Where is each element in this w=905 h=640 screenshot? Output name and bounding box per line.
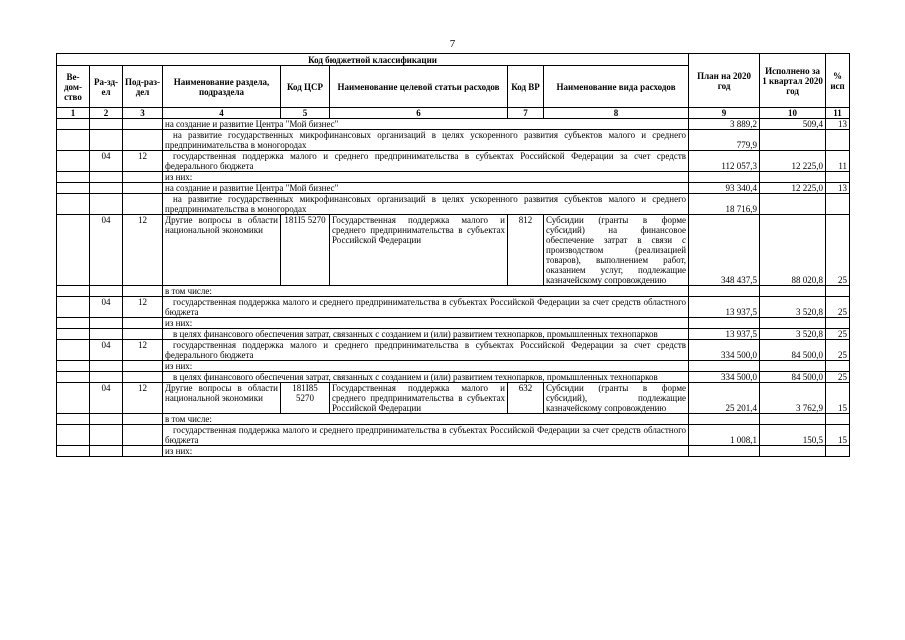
col-name: Наименование раздела, подраздела [163, 66, 281, 108]
cell-pct: 25 [826, 215, 850, 286]
cell-razd [90, 130, 123, 151]
cell-razd: 04 [90, 297, 123, 318]
cell-podr [123, 372, 163, 383]
cell-ved [57, 446, 90, 457]
table-row [57, 372, 850, 383]
col-csr: Код ЦСР [281, 66, 330, 108]
cell-plan [689, 318, 760, 329]
cell-razd [90, 172, 123, 183]
cell-kind: Субсидии (гранты в форме субсидий), подлежащие казначейскому сопровождению [544, 383, 689, 414]
cell-name: Другие вопросы в области национальной экономики [163, 215, 281, 286]
cell-podr: 12 [123, 297, 163, 318]
cell-done: 150,5 [760, 425, 826, 446]
table-row [57, 297, 850, 318]
cell-razd [90, 318, 123, 329]
column-number: 8 [544, 108, 689, 119]
column-number: 7 [508, 108, 544, 119]
cell-done: 84 500,0 [760, 372, 826, 383]
table-row [57, 151, 850, 172]
col-podr: Под-раз-дел [123, 66, 163, 108]
cell-podr: 12 [123, 215, 163, 286]
cell-description: государственная поддержка малого и среднего предпринимательства в субъектах Российской Федерации за счет средств федерального бюджета [163, 151, 689, 172]
cell-podr [123, 119, 163, 130]
cell-pct: 25 [826, 372, 850, 383]
cell-plan [689, 414, 760, 425]
table-row [57, 361, 850, 372]
cell-ved [57, 361, 90, 372]
column-number: 10 [760, 108, 826, 119]
cell-done [760, 194, 826, 215]
cell-pct: 25 [826, 340, 850, 361]
cell-done [760, 172, 826, 183]
table-row [57, 286, 850, 297]
cell-plan: 3 889,2 [689, 119, 760, 130]
cell-description: в целях финансового обеспечения затрат, связанных с созданием и (или) развитием технопарков, промышленных технопарков [163, 329, 689, 340]
cell-podr [123, 446, 163, 457]
column-number: 1 [57, 108, 90, 119]
cell-description: на развитие государственных микрофинансовых организаций в целях ускоренного развития субъектов малого и среднего предпринимательства в моногородах [163, 130, 689, 151]
cell-pct: 15 [826, 383, 850, 414]
cell-razd [90, 119, 123, 130]
cell-plan [689, 172, 760, 183]
cell-razd [90, 414, 123, 425]
cell-ved [57, 340, 90, 361]
cell-description: на создание и развитие Центра "Мой бизнес" [163, 119, 689, 130]
cell-plan: 25 201,4 [689, 383, 760, 414]
cell-vr: 812 [508, 215, 544, 286]
cell-plan: 348 437,5 [689, 215, 760, 286]
table-body [57, 119, 850, 457]
col-plan: План на 2020 год [689, 54, 760, 108]
table-row [57, 172, 850, 183]
cell-plan: 93 340,4 [689, 183, 760, 194]
cell-pct: 15 [826, 425, 850, 446]
cell-podr [123, 194, 163, 215]
cell-plan: 334 500,0 [689, 372, 760, 383]
cell-ved [57, 172, 90, 183]
cell-done [760, 446, 826, 457]
table-row [57, 340, 850, 361]
cell-ved [57, 119, 90, 130]
cell-podr [123, 425, 163, 446]
cell-plan: 112 057,3 [689, 151, 760, 172]
column-number: 5 [281, 108, 330, 119]
cell-done [760, 361, 826, 372]
table-row [57, 318, 850, 329]
cell-description: на создание и развитие Центра "Мой бизнес" [163, 183, 689, 194]
cell-razd [90, 286, 123, 297]
column-number: 3 [123, 108, 163, 119]
cell-razd [90, 194, 123, 215]
column-numbers-row [57, 108, 850, 119]
table-row [57, 383, 850, 414]
cell-ved [57, 425, 90, 446]
cell-ved [57, 297, 90, 318]
cell-done: 3 762,9 [760, 383, 826, 414]
group-header: Код бюджетной классификации [57, 54, 689, 66]
cell-razd: 04 [90, 151, 123, 172]
cell-target: Государственная поддержка малого и среднего предпринимательства в субъектах Российской Федерации [330, 215, 508, 286]
cell-razd [90, 372, 123, 383]
cell-done [760, 318, 826, 329]
column-number: 4 [163, 108, 281, 119]
cell-done: 84 500,0 [760, 340, 826, 361]
cell-done [760, 286, 826, 297]
cell-pct: 11 [826, 151, 850, 172]
cell-ved [57, 286, 90, 297]
table-row [57, 414, 850, 425]
cell-podr: 12 [123, 383, 163, 414]
cell-description: в целях финансового обеспечения затрат, связанных с созданием и (или) развитием технопарков, промышленных технопарков [163, 372, 689, 383]
cell-razd [90, 329, 123, 340]
cell-plan: 13 937,5 [689, 329, 760, 340]
cell-pct [826, 318, 850, 329]
column-number: 11 [826, 108, 850, 119]
table-row [57, 194, 850, 215]
table-row [57, 130, 850, 151]
page-number: 7 [449, 38, 456, 50]
cell-podr [123, 130, 163, 151]
cell-ved [57, 414, 90, 425]
cell-podr [123, 183, 163, 194]
cell-plan: 779,9 [689, 130, 760, 151]
cell-description: государственная поддержка малого и среднего предпринимательства в субъектах Российской Федерации за счет средств федерального бюджета [163, 340, 689, 361]
column-number: 9 [689, 108, 760, 119]
budget-table [56, 53, 850, 457]
cell-plan: 13 937,5 [689, 297, 760, 318]
cell-plan: 18 716,9 [689, 194, 760, 215]
cell-vr: 632 [508, 383, 544, 414]
cell-done: 88 020,8 [760, 215, 826, 286]
cell-razd [90, 361, 123, 372]
cell-ved [57, 130, 90, 151]
table-row [57, 183, 850, 194]
cell-podr: 12 [123, 151, 163, 172]
cell-razd [90, 425, 123, 446]
cell-pct [826, 414, 850, 425]
cell-ved [57, 383, 90, 414]
cell-ved [57, 194, 90, 215]
cell-podr: 12 [123, 340, 163, 361]
cell-done: 12 225,0 [760, 151, 826, 172]
cell-csr: 181I5 5270 [281, 215, 330, 286]
col-target: Наименование целевой статьи расходов [330, 66, 508, 108]
cell-description: на развитие государственных микрофинансовых организаций в целях ускоренного развития субъектов малого и среднего предпринимательства в моногородах [163, 194, 689, 215]
cell-ved [57, 151, 90, 172]
cell-pct [826, 446, 850, 457]
cell-pct: 13 [826, 183, 850, 194]
column-number: 2 [90, 108, 123, 119]
cell-pct [826, 194, 850, 215]
cell-pct: 13 [826, 119, 850, 130]
table-row [57, 119, 850, 130]
cell-podr [123, 329, 163, 340]
cell-description: из них: [163, 172, 689, 183]
cell-description: в том числе: [163, 286, 689, 297]
cell-ved [57, 215, 90, 286]
cell-podr [123, 318, 163, 329]
cell-ved [57, 318, 90, 329]
cell-pct [826, 286, 850, 297]
cell-plan [689, 361, 760, 372]
column-number: 6 [330, 108, 508, 119]
cell-target: Государственная поддержка малого и среднего предпринимательства в субъектах Российской Федерации [330, 383, 508, 414]
col-kind: Наименование вида расходов [544, 66, 689, 108]
cell-kind: Субсидии (гранты в форме субсидий) на финансовое обеспечение затрат в связи с производством (реализацией товаров), выполнением работ, оказанием услуг, подлежащие казначейскому сопровождению [544, 215, 689, 286]
cell-razd: 04 [90, 215, 123, 286]
cell-podr [123, 286, 163, 297]
cell-pct [826, 361, 850, 372]
cell-ved [57, 183, 90, 194]
cell-podr [123, 414, 163, 425]
cell-ved [57, 372, 90, 383]
cell-pct [826, 130, 850, 151]
cell-razd [90, 183, 123, 194]
cell-podr [123, 361, 163, 372]
cell-done: 12 225,0 [760, 183, 826, 194]
cell-podr [123, 172, 163, 183]
cell-pct: 25 [826, 329, 850, 340]
cell-plan [689, 446, 760, 457]
cell-name: Другие вопросы в области национальной экономики [163, 383, 281, 414]
col-done: Исполнено за 1 квартал 2020 год [760, 54, 826, 108]
cell-description: из них: [163, 318, 689, 329]
cell-plan: 334 500,0 [689, 340, 760, 361]
cell-done: 3 520,8 [760, 297, 826, 318]
table-row [57, 425, 850, 446]
cell-description: в том числе: [163, 414, 689, 425]
cell-done [760, 414, 826, 425]
cell-csr: 181I85 5270 [281, 383, 330, 414]
cell-description: государственная поддержка малого и среднего предпринимательства в субъектах Российской Федерации за счет средств областного бюджета [163, 425, 689, 446]
table-row [57, 215, 850, 286]
cell-done: 3 520,8 [760, 329, 826, 340]
table-row [57, 329, 850, 340]
cell-razd [90, 446, 123, 457]
cell-plan: 1 008,1 [689, 425, 760, 446]
col-razd: Ра-зд-ел [90, 66, 123, 108]
col-ved: Ве-дом-ство [57, 66, 90, 108]
cell-description: государственная поддержка малого и среднего предпринимательства в субъектах Российской Федерации за счет средств областного бюджета [163, 297, 689, 318]
table-row [57, 446, 850, 457]
col-pct: % исп [826, 54, 850, 108]
cell-plan [689, 286, 760, 297]
cell-razd: 04 [90, 383, 123, 414]
cell-done: 509,4 [760, 119, 826, 130]
cell-ved [57, 329, 90, 340]
cell-pct: 25 [826, 297, 850, 318]
cell-razd: 04 [90, 340, 123, 361]
col-vr: Код ВР [508, 66, 544, 108]
cell-pct [826, 172, 850, 183]
cell-done [760, 130, 826, 151]
cell-description: из них: [163, 361, 689, 372]
cell-description: из них: [163, 446, 689, 457]
